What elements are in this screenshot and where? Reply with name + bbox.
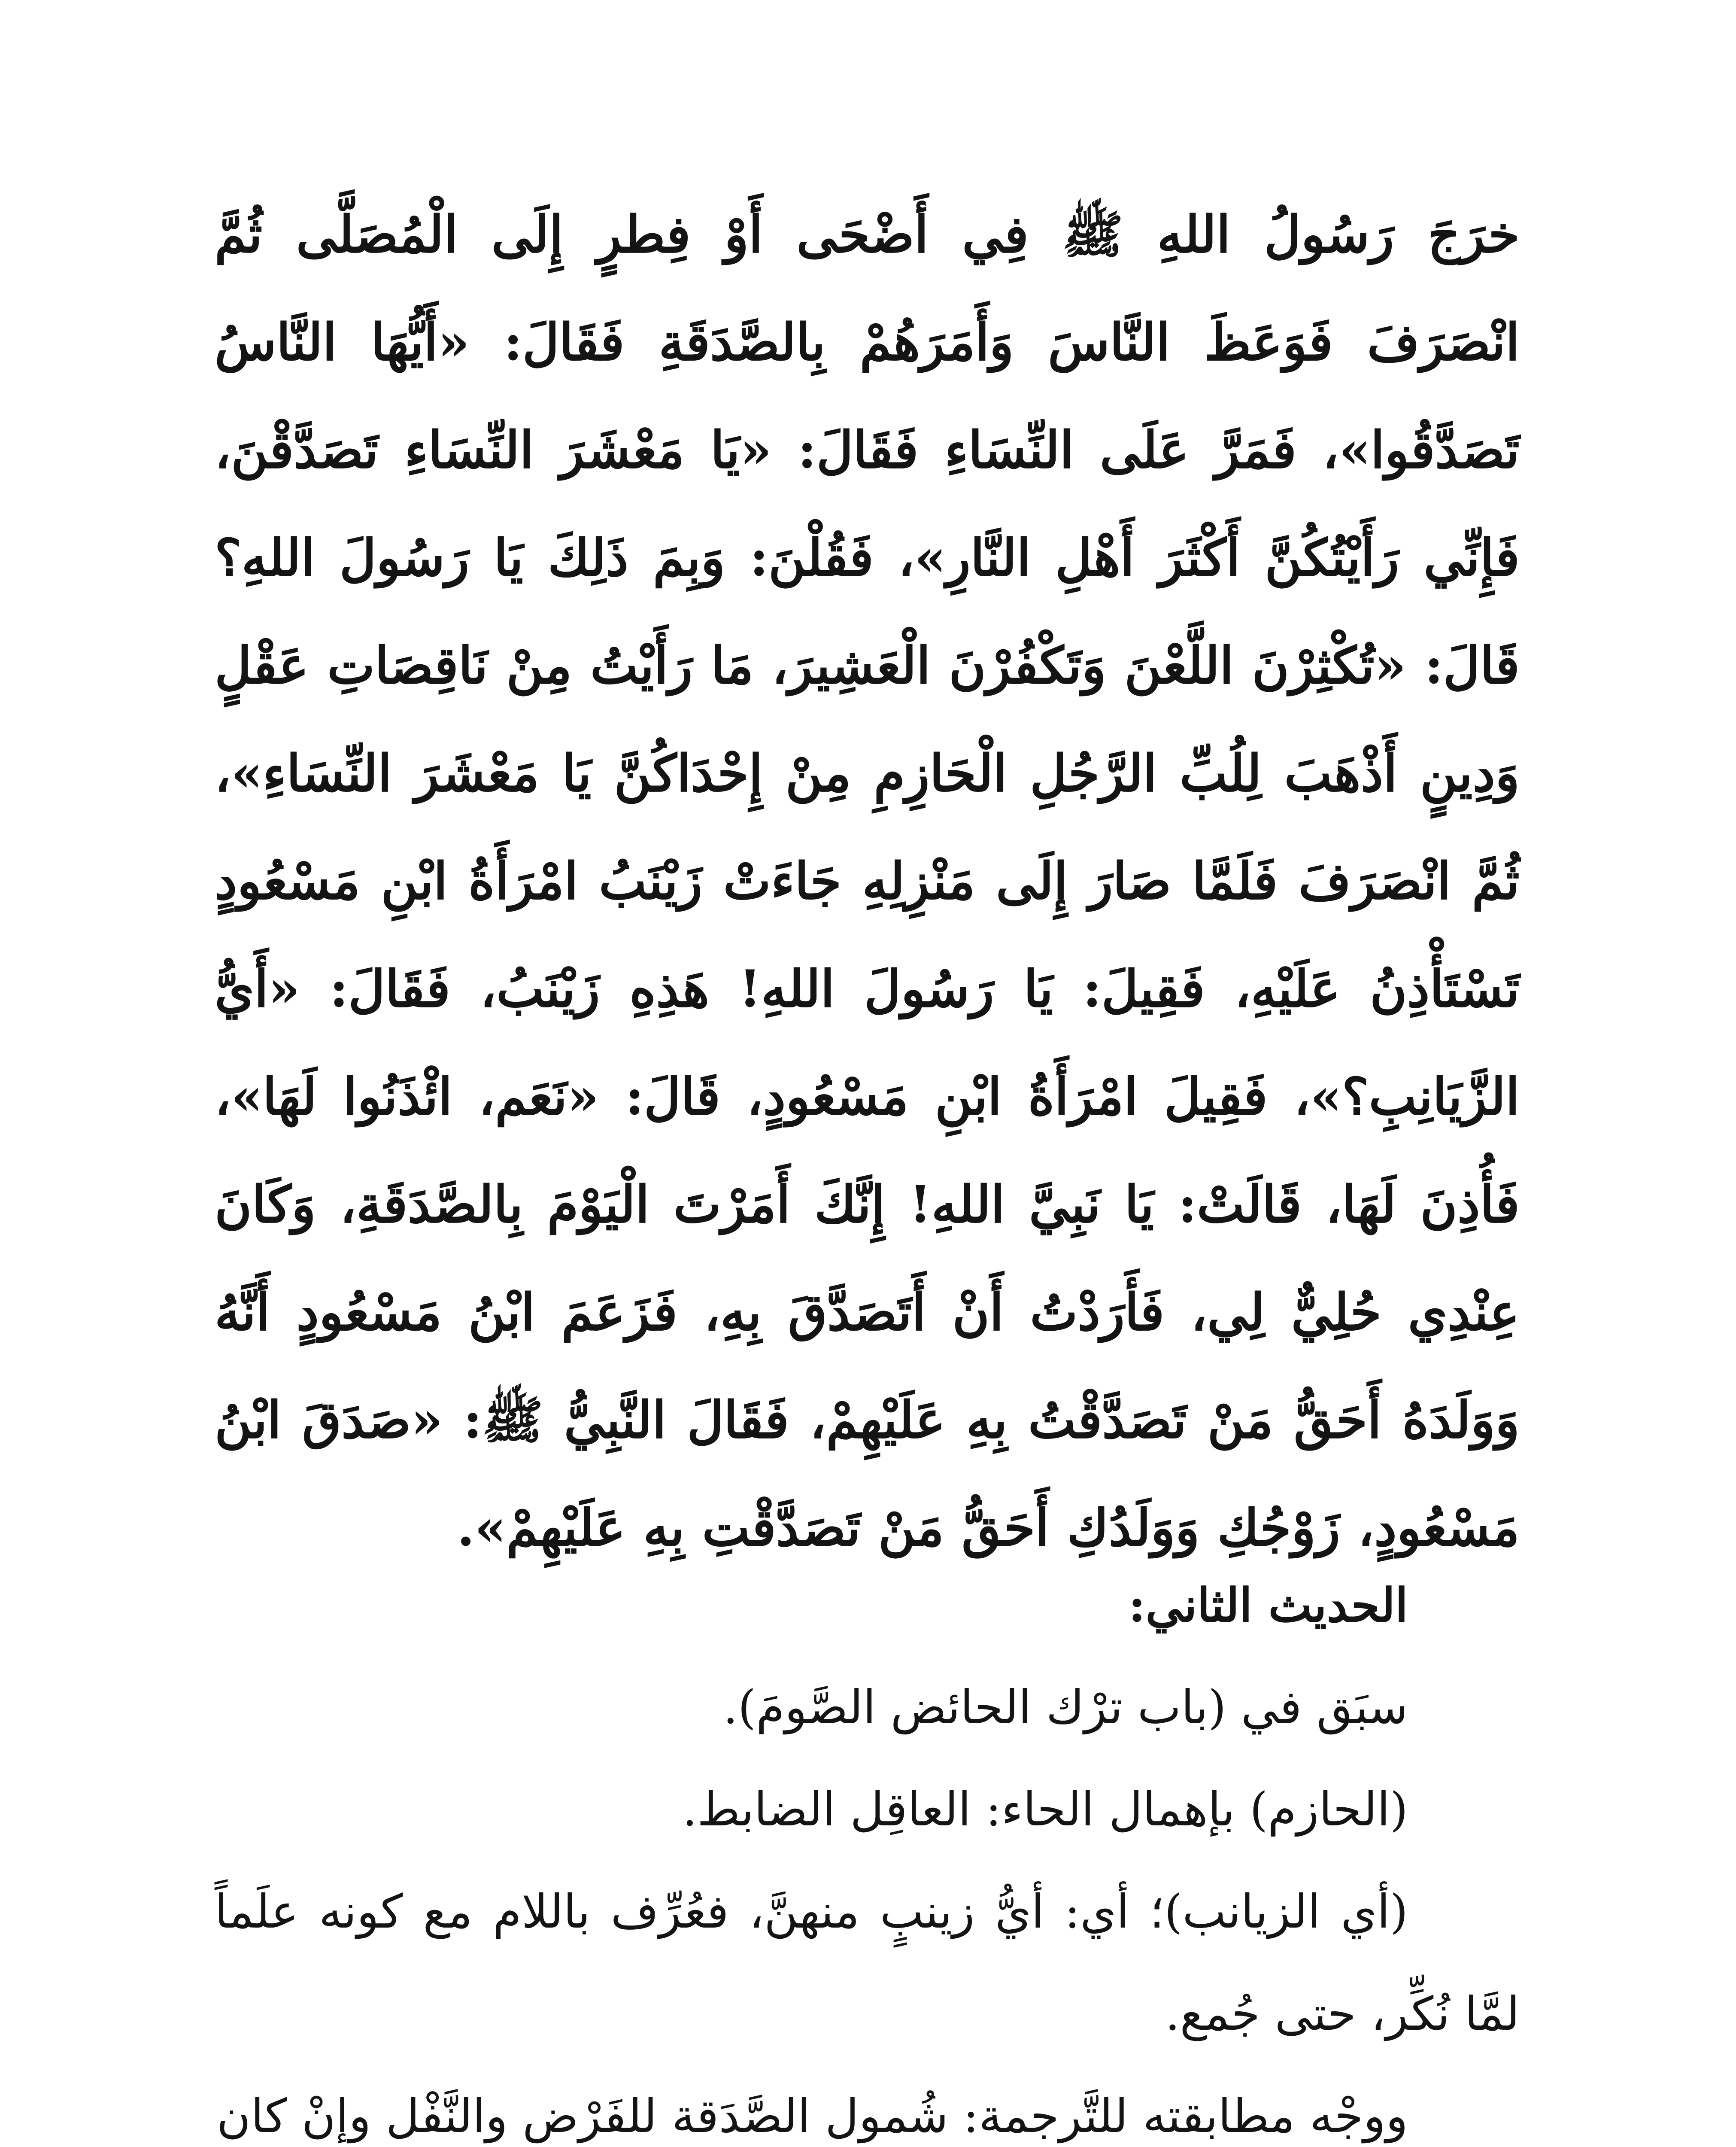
hadith-text-block (215, 180, 1520, 1581)
commentary-block (215, 1554, 1520, 2147)
commentary-line: ووجْه مطابقته للتَّرجمة: شُمول الصَّدَقة للفَرْض والنَّفْل وإنْ كان (216, 2089, 1408, 2143)
hadith-paragraph: خرَجَ رَسُولُ اللهِ ﷺ فِي أَضْحَى أَوْ فِطرٍ إِلَى الْمُصَلَّى ثُمَّ انْصَرَفَ فَوَعَظَ النَّاسَ وَأَمَرَهُمْ بِالصَّدَقَةِ فَقَالَ: «أَيُّهَا النَّاسُ تَصَدَّقُوا»، فَمَرَّ عَلَى النِّسَاءِ فَقَالَ: «يَا مَعْشَرَ النِّسَاءِ تَصَدَّقْنَ، فَإِنِّي رَأَيْتُكُنَّ أَكْثَرَ أَهْلِ النَّارِ»، فَقُلْنَ: وَبِمَ ذَلِكَ يَا رَسُولَ اللهِ؟ قَالَ: «تُكْثِرْنَ اللَّعْنَ وَتَكْفُرْنَ الْعَشِيرَ، مَا رَأَيْتُ مِنْ نَاقِصَاتِ عَقْلٍ وَدِينٍ أَذْهَبَ لِلُبِّ الرَّجُلِ الْحَازِمِ مِنْ إِحْدَاكُنَّ يَا مَعْشَرَ النِّسَاءِ»، ثُمَّ انْصَرَفَ فَلَمَّا صَارَ إِلَى مَنْزِلِهِ جَاءَتْ زَيْنَبُ امْرَأَةُ ابْنِ مَسْعُودٍ تَسْتَأْذِنُ عَلَيْهِ، فَقِيلَ: يَا رَسُولَ اللهِ! هَذِهِ زَيْنَبُ، فَقَالَ: «أَيُّ الزَّيَانِبِ؟»، فَقِيلَ امْرَأَةُ ابْنِ مَسْعُودٍ، قَالَ: «نَعَم، ائْذَنُوا لَهَا»، فَأُذِنَ لَهَا، قَالَتْ: يَا نَبِيَّ اللهِ! إِنَّكَ أَمَرْتَ الْيَوْمَ بِالصَّدَقَةِ، وَكَانَ عِنْدِي حُلِيٌّ لِي، فَأَرَدْتُ أَنْ أَتَصَدَّقَ بِهِ، فَزَعَمَ ابْنُ مَسْعُودٍ أَنَّهُ وَوَلَدَهُ أَحَقُّ مَنْ تَصَدَّقْتُ بِهِ عَلَيْهِمْ، فَقَالَ النَّبِيُّ ﷺ: «صَدَقَ ابْنُ مَسْعُودٍ، زَوْجُكِ وَوَلَدُكِ أَحَقُّ مَنْ تَصَدَّقْتِ بِهِ عَلَيْهِمْ». (215, 204, 1520, 1557)
commentary-line: سبَق في (باب ترْك الحائض الصَّومَ). (723, 1681, 1408, 1734)
section-heading: الحديث الثاني: (1128, 1578, 1408, 1633)
commentary-line: (الحازم) بإهمال الحاء: العاقِل الضابط. (682, 1783, 1408, 1837)
commentary-paragraph: (أي الزيانب)؛ أي: أيُّ زينبٍ منهنَّ، فعُرِّف باللام مع كونه علَماً لمَّا نُكِّر، حتى جُمع. (215, 1885, 1520, 2041)
